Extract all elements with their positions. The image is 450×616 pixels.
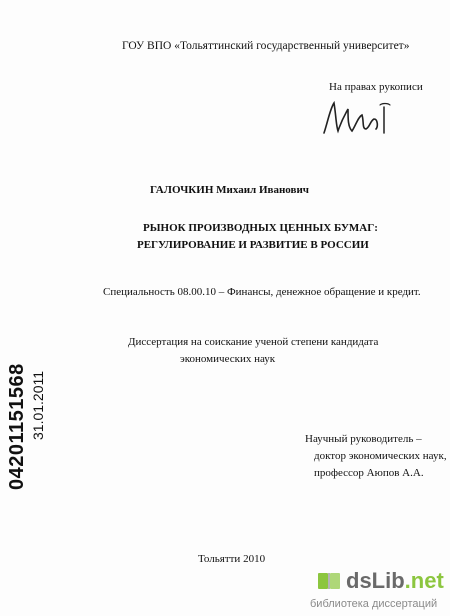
dslib-logo-icon (316, 570, 344, 592)
watermark-brand-main: dsLib (346, 568, 405, 593)
supervisor-line-3: профессор Аюпов А.А. (314, 467, 424, 479)
thesis-title-line-2: РЕГУЛИРОВАНИЕ И РАЗВИТИЕ В РОССИИ (137, 239, 369, 251)
stamp-number: 04201151568 (6, 363, 28, 490)
supervisor-line-1: Научный руководитель – (305, 433, 422, 445)
specialty-line: Специальность 08.00.10 – Финансы, денежное обращение и кредит. (103, 286, 421, 298)
dissertation-degree-line-2: экономических наук (180, 353, 276, 365)
dissertation-degree-line-1: Диссертация на соискание ученой степени кандидата (128, 336, 379, 348)
organization-header: ГОУ ВПО «Тольяттинский государственный университет» (122, 40, 410, 52)
city-year: Тольятти 2010 (198, 553, 266, 565)
watermark-brand-tld: .net (404, 568, 444, 593)
watermark-brand[interactable] (346, 568, 444, 594)
watermark-tagline: библиотека диссертаций (310, 598, 438, 610)
author-name: ГАЛОЧКИН Михаил Иванович (150, 184, 310, 196)
rights-note: На правах рукописи (329, 81, 423, 93)
handwritten-signature (318, 95, 408, 140)
stamp-date: 31.01.2011 (30, 370, 46, 440)
supervisor-line-2: доктор экономических наук, (314, 450, 447, 462)
thesis-title-line-1: РЫНОК ПРОИЗВОДНЫХ ЦЕННЫХ БУМАГ: (143, 222, 378, 234)
